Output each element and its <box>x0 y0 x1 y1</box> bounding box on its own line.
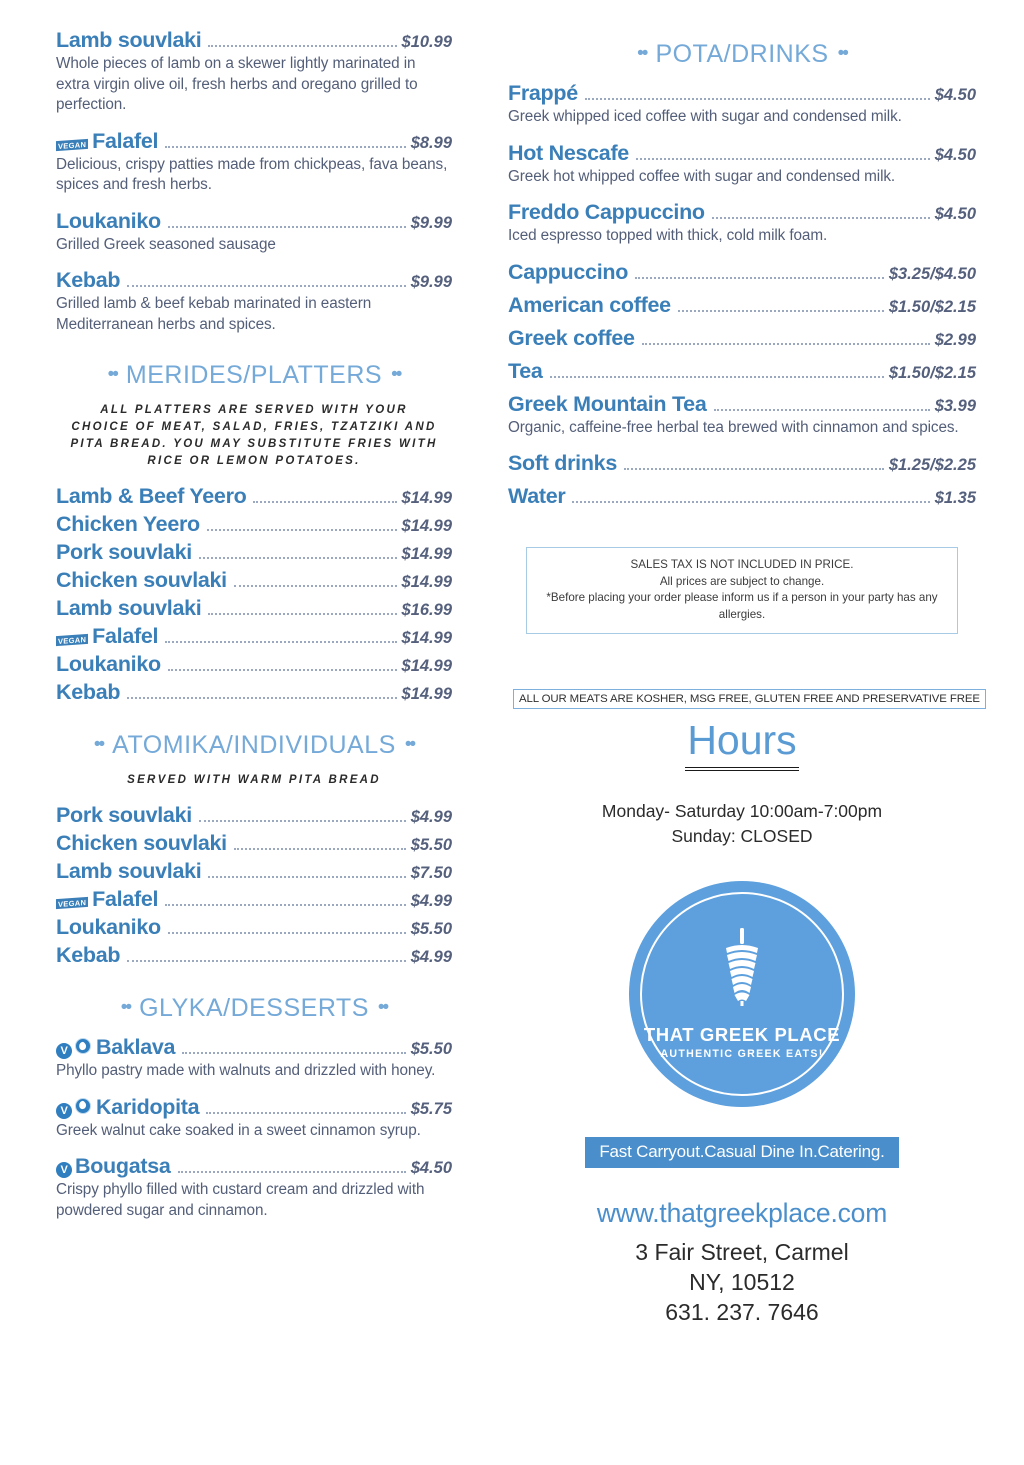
menu-item-name: Kebab <box>56 680 121 704</box>
section-header-drinks <box>508 40 976 69</box>
service-bar-wrapper <box>508 1137 976 1168</box>
menu-item <box>56 1035 452 1082</box>
menu-item-price: $1.50/$2.15 <box>888 363 976 382</box>
hours-text <box>508 799 976 849</box>
menu-item-description: Phyllo pastry made with walnuts and drizzled with honey. <box>56 1062 436 1079</box>
top-items-list <box>56 28 452 335</box>
nut-allergen-badge-icon <box>75 1038 91 1054</box>
menu-item-name: Cappuccino <box>508 259 629 284</box>
menu-item <box>56 624 452 649</box>
kosher-bar-wrapper <box>508 634 980 709</box>
menu-item-price: $4.99 <box>410 892 452 910</box>
menu-item <box>56 859 452 884</box>
gyro-spit-icon <box>712 928 772 1011</box>
dots-decoration-icon: •• <box>377 997 388 1018</box>
menu-item-name-group <box>56 624 158 649</box>
menu-item-line <box>56 268 452 293</box>
section-header-platters <box>56 361 452 390</box>
right-column <box>460 28 994 1455</box>
menu-item-name-group <box>56 129 158 154</box>
menu-item <box>508 200 976 247</box>
individuals-subtitle: SERVED WITH WARM PITA BREAD <box>127 774 381 786</box>
menu-item <box>508 293 976 318</box>
sales-tax-notice-box <box>526 547 958 634</box>
menu-item-price: $3.25/$4.50 <box>888 264 976 283</box>
notice-line-3: *Before placing your order please inform us if a person in your party has any allergies. <box>546 591 938 621</box>
menu-item-price: $14.99 <box>401 685 452 703</box>
dots-decoration-icon: •• <box>404 734 415 755</box>
leader-dots <box>550 376 884 378</box>
menu-item-name: Frappé <box>508 81 578 105</box>
menu-item-price: $9.99 <box>410 213 452 232</box>
menu-item <box>56 268 452 335</box>
menu-item-name: Loukaniko <box>56 915 161 939</box>
menu-item-price: $14.99 <box>401 517 452 535</box>
leader-dots <box>165 641 396 643</box>
menu-item <box>508 451 976 476</box>
vegan-badge-icon: VEGAN <box>58 898 87 909</box>
menu-item-name: Chicken souvlaki <box>56 831 227 855</box>
address-city-zip: NY, 10512 <box>689 1269 795 1295</box>
dots-decoration-icon: •• <box>837 43 847 64</box>
menu-item-price: $16.99 <box>401 601 452 619</box>
menu-item-description: Greek whipped iced coffee with sugar and condensed milk. <box>508 108 902 125</box>
leader-dots <box>165 146 406 148</box>
menu-item <box>508 141 976 188</box>
menu-item-name: Greek Mountain Tea <box>508 391 707 416</box>
menu-item-description: Greek hot whipped coffee with sugar and condensed milk. <box>508 167 896 185</box>
menu-item <box>56 596 452 621</box>
menu-item-name: Falafel <box>92 624 159 648</box>
menu-item-price: $3.99 <box>934 396 976 415</box>
menu-item-price: $4.99 <box>410 948 452 966</box>
menu-item-name: Lamb souvlaki <box>56 859 202 883</box>
leader-dots <box>199 557 397 559</box>
menu-item-name: Karidopita <box>96 1094 200 1119</box>
vegan-badge-icon: VEGAN <box>58 635 87 646</box>
section-title: POTA/DRINKS <box>655 40 829 68</box>
logo-tagline-text: AUTHENTIC GREEK EATS! <box>660 1048 824 1060</box>
dots-decoration-icon: •• <box>93 734 104 755</box>
leader-dots <box>206 1112 405 1114</box>
vegetarian-badge-icon: V <box>56 1103 72 1119</box>
menu-item-price: $9.99 <box>410 273 452 291</box>
leader-dots <box>168 226 406 228</box>
menu-item-price: $14.99 <box>401 489 452 507</box>
menu-item-name: Water <box>508 484 566 508</box>
left-column <box>30 28 460 1455</box>
restaurant-logo <box>629 881 855 1107</box>
dots-decoration-icon: •• <box>120 997 131 1018</box>
hours-underline-rule <box>685 767 799 771</box>
hours-sunday: Sunday: CLOSED <box>671 826 813 846</box>
leader-dots <box>208 876 405 878</box>
menu-item-price: $5.50 <box>410 920 452 938</box>
nut-allergen-badge-icon <box>75 1098 91 1114</box>
individuals-list <box>56 803 452 968</box>
menu-item-name: Lamb souvlaki <box>56 28 202 52</box>
menu-item <box>56 887 452 912</box>
menu-item-name: Hot Nescafe <box>508 140 629 165</box>
menu-item-price: $2.99 <box>934 330 976 349</box>
menu-item-line <box>56 28 452 53</box>
menu-item-name: Chicken souvlaki <box>56 568 227 592</box>
leader-dots <box>642 343 930 345</box>
menu-item-name: Lamb souvlaki <box>56 596 202 620</box>
section-title: ATOMIKA/INDIVIDUALS <box>112 731 396 759</box>
leader-dots <box>165 904 406 906</box>
menu-item <box>56 540 452 565</box>
menu-item-price: $5.75 <box>410 1099 452 1118</box>
menu-item <box>56 1095 452 1142</box>
menu-item <box>508 484 976 509</box>
leader-dots <box>127 285 405 287</box>
section-header-individuals <box>56 731 452 760</box>
menu-item <box>56 484 452 509</box>
leader-dots <box>168 932 406 934</box>
leader-dots <box>712 217 930 219</box>
leader-dots <box>678 310 884 312</box>
menu-item <box>508 359 976 384</box>
menu-item-price: $7.50 <box>410 864 452 882</box>
menu-item-name: Falafel <box>92 887 159 911</box>
section-header-desserts <box>56 994 452 1023</box>
menu-item <box>508 81 976 128</box>
leader-dots <box>208 613 396 615</box>
menu-item-description: Crispy phyllo filled with custard cream and drizzled with powdered sugar and cinnamon. <box>56 1181 425 1219</box>
menu-item-price: $14.99 <box>401 657 452 675</box>
menu-item-price: $1.50/$2.15 <box>888 297 976 316</box>
leader-dots <box>207 529 397 531</box>
menu-item <box>56 512 452 537</box>
menu-item-description: Delicious, crispy patties made from chickpeas, fava beans, spices and fresh herbs. <box>56 155 448 193</box>
menu-item <box>56 652 452 677</box>
notice-line-1: SALES TAX IS NOT INCLUDED IN PRICE. <box>630 558 854 571</box>
desserts-list <box>56 1035 452 1221</box>
leader-dots <box>182 1052 406 1054</box>
leader-dots <box>624 468 884 470</box>
menu-item-line <box>56 129 452 154</box>
menu-item-name: Soft drinks <box>508 451 617 475</box>
menu-item-description: Greek walnut cake soaked in a sweet cinnamon syrup. <box>56 1121 421 1139</box>
menu-item-price: $4.50 <box>934 205 976 223</box>
leader-dots <box>635 277 884 279</box>
menu-item-price: $4.50 <box>410 1159 452 1177</box>
vegan-badge-icon: VEGAN <box>58 139 87 151</box>
menu-item-price: $4.50 <box>934 86 976 104</box>
leader-dots <box>234 848 406 850</box>
menu-item-name: Bougatsa <box>75 1154 171 1178</box>
leader-dots <box>178 1171 406 1173</box>
leader-dots <box>168 669 397 671</box>
menu-item <box>56 680 452 705</box>
leader-dots <box>199 820 406 822</box>
menu-item <box>508 326 976 351</box>
dots-decoration-icon: •• <box>637 43 647 64</box>
menu-item-name: Falafel <box>92 128 159 153</box>
kosher-banner: ALL OUR MEATS ARE KOSHER, MSG FREE, GLUTEN FREE AND PRESERVATIVE FREE <box>513 689 986 709</box>
menu-item-price: $5.50 <box>410 836 452 854</box>
menu-item-name: Loukaniko <box>56 208 161 233</box>
menu-item-name: Loukaniko <box>56 652 161 676</box>
logo-wrapper <box>508 881 976 1107</box>
menu-item-description: Grilled lamb & beef kebab marinated in eastern Mediterranean herbs and spices. <box>56 295 372 333</box>
menu-item <box>56 568 452 593</box>
menu-item-description: Iced espresso topped with thick, cold milk foam. <box>508 227 828 244</box>
menu-item-name-group <box>56 1035 175 1060</box>
leader-dots <box>208 45 396 47</box>
drinks-list <box>508 81 976 509</box>
phone-number[interactable]: 631. 237. 7646 <box>665 1299 819 1325</box>
menu-item-price: $1.35 <box>934 489 976 507</box>
menu-item-name: Greek coffee <box>508 325 635 350</box>
menu-item <box>56 943 452 968</box>
menu-item <box>56 831 452 856</box>
menu-item-name: Tea <box>508 358 543 383</box>
menu-item-name-group <box>56 1095 199 1120</box>
dots-decoration-icon: •• <box>391 364 401 385</box>
menu-item-price: $14.99 <box>401 629 452 647</box>
hours-title: Hours <box>687 717 797 763</box>
menu-item-price: $4.99 <box>410 808 452 826</box>
menu-item-price: $5.50 <box>410 1040 452 1058</box>
section-title: GLYKA/DESSERTS <box>139 994 369 1022</box>
menu-item-description: Grilled Greek seasoned sausage <box>56 235 276 253</box>
menu-item-line <box>56 209 452 234</box>
platters-list <box>56 484 452 705</box>
address-street: 3 Fair Street, Carmel <box>635 1239 849 1265</box>
menu-item <box>508 260 976 285</box>
leader-dots <box>234 585 397 587</box>
platters-subtitle: ALL PLATTERS ARE SERVED WITH YOUR CHOICE OF MEAT, SALAD, FRIES, TZATZIKI AND PITA BREAD. YOU MAY SUBSTITUTE FRIES WITH RICE OR LEMON POTATOES. <box>70 404 438 467</box>
menu-item-description: Whole pieces of lamb on a skewer lightly marinated in extra virgin olive oil, fresh herbs and oregano grilled to perfection. <box>56 55 418 113</box>
dots-decoration-icon: •• <box>107 364 117 385</box>
leader-dots <box>636 158 930 160</box>
menu-item-price: $10.99 <box>401 33 452 51</box>
menu-item-name: Pork souvlaki <box>56 803 192 827</box>
leader-dots <box>585 98 930 100</box>
menu-item-name: Freddo Cappuccino <box>508 200 705 224</box>
menu-item-name: Pork souvlaki <box>56 540 192 564</box>
menu-item <box>56 803 452 828</box>
leader-dots <box>253 501 396 503</box>
menu-item-price: $8.99 <box>410 133 452 152</box>
menu-item-price: $14.99 <box>401 573 452 591</box>
menu-item <box>508 392 976 439</box>
logo-name-text: THAT GREEK PLACE <box>643 1024 841 1045</box>
menu-item-name: Kebab <box>56 943 121 967</box>
leader-dots <box>127 697 396 699</box>
website-link[interactable]: www.thatgreekplace.com <box>596 1198 888 1228</box>
menu-item-name-group <box>56 887 158 912</box>
section-title: MERIDES/PLATTERS <box>125 361 383 389</box>
vegetarian-badge-icon: V <box>56 1043 72 1059</box>
menu-item <box>56 28 452 116</box>
menu-item <box>56 1154 452 1221</box>
service-banner: Fast Carryout.Casual Dine In.Catering. <box>585 1137 898 1168</box>
menu-item-price: $1.25/$2.25 <box>888 456 976 474</box>
leader-dots <box>714 409 930 411</box>
menu-item-name: Kebab <box>56 268 121 292</box>
leader-dots <box>572 501 929 503</box>
menu-item-name: American coffee <box>508 292 671 317</box>
menu-item-name: Baklava <box>96 1035 176 1059</box>
menu-item-description: Organic, caffeine-free herbal tea brewed with cinnamon and spices. <box>508 418 959 436</box>
menu-item-name-group <box>56 1154 171 1179</box>
menu-item-price: $14.99 <box>401 545 452 563</box>
address-block <box>508 1237 976 1327</box>
menu-item <box>56 915 452 940</box>
notice-line-2: All prices are subject to change. <box>659 574 825 588</box>
menu-item-name: Chicken Yeero <box>56 512 200 536</box>
menu-item-price: $4.50 <box>934 145 976 164</box>
leader-dots <box>127 960 405 962</box>
hours-weekday: Monday- Saturday 10:00am-7:00pm <box>601 801 883 821</box>
menu-item <box>56 209 452 256</box>
menu-item <box>56 129 452 196</box>
vegetarian-badge-icon: V <box>56 1162 72 1178</box>
menu-item-name: Lamb & Beef Yeero <box>56 484 247 508</box>
